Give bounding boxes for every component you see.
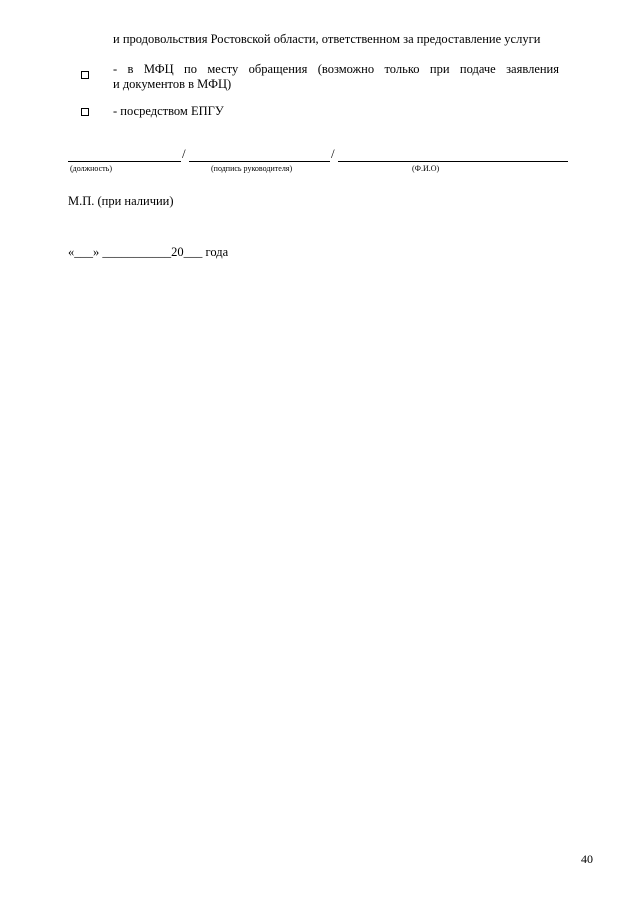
intro-continuation-text: и продовольствия Ростовской области, ответственном за предоставление услуги	[113, 32, 541, 46]
position-caption: (должность)	[70, 164, 112, 173]
signature-blank[interactable]	[189, 161, 330, 162]
full-name-caption: (Ф.И.О)	[412, 164, 440, 173]
option-mfc-line2: и документов в МФЦ)	[113, 77, 232, 91]
option-epgu-checkbox[interactable]	[81, 108, 89, 116]
stamp-label: М.П. (при наличии)	[68, 194, 174, 208]
signature-separator: /	[182, 146, 186, 161]
option-mfc-checkbox[interactable]	[81, 71, 89, 79]
date-line: «___» ___________20___ года	[68, 245, 229, 259]
option-mfc-line1: - в МФЦ по месту обращения (возможно только при подаче заявления	[113, 62, 559, 76]
position-blank[interactable]	[68, 161, 181, 162]
option-epgu-label: - посредством ЕПГУ	[113, 104, 224, 118]
page-number: 40	[581, 852, 593, 866]
signature-separator: /	[331, 146, 335, 161]
full-name-blank[interactable]	[338, 161, 568, 162]
signature-caption: (подпись руководителя)	[211, 164, 293, 173]
